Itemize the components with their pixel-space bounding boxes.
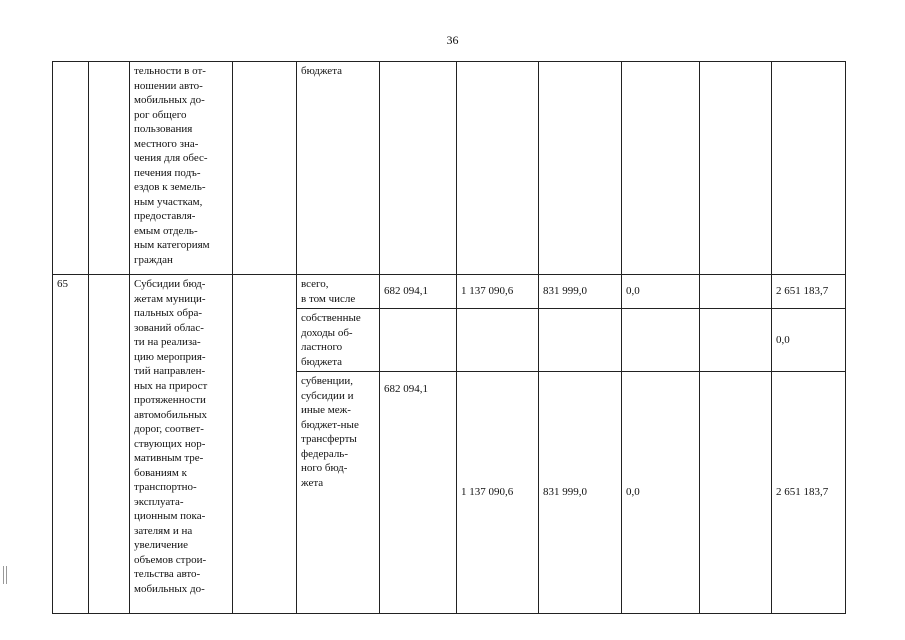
scan-edge-mark <box>3 566 7 584</box>
cell-source: бюджета <box>297 62 380 275</box>
cell-total: 0,0 <box>772 309 846 372</box>
cell-value-1: 682 094,1 <box>380 275 457 309</box>
cell-number: 65 <box>53 275 89 614</box>
table-row-continuation <box>53 62 846 275</box>
cell-value-4: 0,0 <box>622 372 700 614</box>
cell-value-3 <box>539 62 622 275</box>
cell-executor <box>233 62 297 275</box>
cell-code <box>89 62 130 275</box>
cell-total: 2 651 183,7 <box>772 275 846 309</box>
cell-value-3 <box>539 309 622 372</box>
cell-value-2 <box>457 62 539 275</box>
cell-value-5 <box>700 372 772 614</box>
cell-value-4: 0,0 <box>622 275 700 309</box>
table-row-65-total <box>53 275 846 309</box>
cell-value-3: 831 999,0 <box>539 275 622 309</box>
cell-total <box>772 62 846 275</box>
cell-value-3: 831 999,0 <box>539 372 622 614</box>
cell-value-5 <box>700 309 772 372</box>
cell-value-2: 1 137 090,6 <box>457 275 539 309</box>
cell-value-2 <box>457 309 539 372</box>
cell-description: тельности в от- ношении авто- мобильных до- рог общего пользования местного зна- чения для обес- печения подъ- ездов к земель- ным участкам, предоставля- емым отдель- ным категориям граждан <box>130 62 233 275</box>
cell-value-5 <box>700 62 772 275</box>
page-number: 36 <box>446 33 459 47</box>
cell-value-1 <box>380 309 457 372</box>
cell-executor <box>233 275 297 614</box>
cell-code <box>89 275 130 614</box>
cell-total: 2 651 183,7 <box>772 372 846 614</box>
budget-table <box>52 61 846 614</box>
cell-number <box>53 62 89 275</box>
cell-value-4 <box>622 309 700 372</box>
cell-source: собственные доходы об- ластного бюджета <box>297 309 380 372</box>
cell-value-1: 682 094,1 <box>380 372 457 614</box>
cell-value-2: 1 137 090,6 <box>457 372 539 614</box>
cell-source: всего, в том числе <box>297 275 380 309</box>
cell-value-4 <box>622 62 700 275</box>
cell-source: субвенции, субсидии и иные меж- бюджет-ные трансферты федераль- ного бюд- жета <box>297 372 380 614</box>
cell-value-5 <box>700 275 772 309</box>
cell-description: Субсидии бюд- жетам муници- пальных обра- зований облас- ти на реализа- цию мероприя- тий направлен- ных на прирост протяженности автомобильных дорог, соответ- ствующих нор- мативным тре- бованиям к транспортно- эксплуата- ционным пока- зателям и на увеличение объемов строи- тельства авто- мобильных до- <box>130 275 233 614</box>
cell-value-1 <box>380 62 457 275</box>
